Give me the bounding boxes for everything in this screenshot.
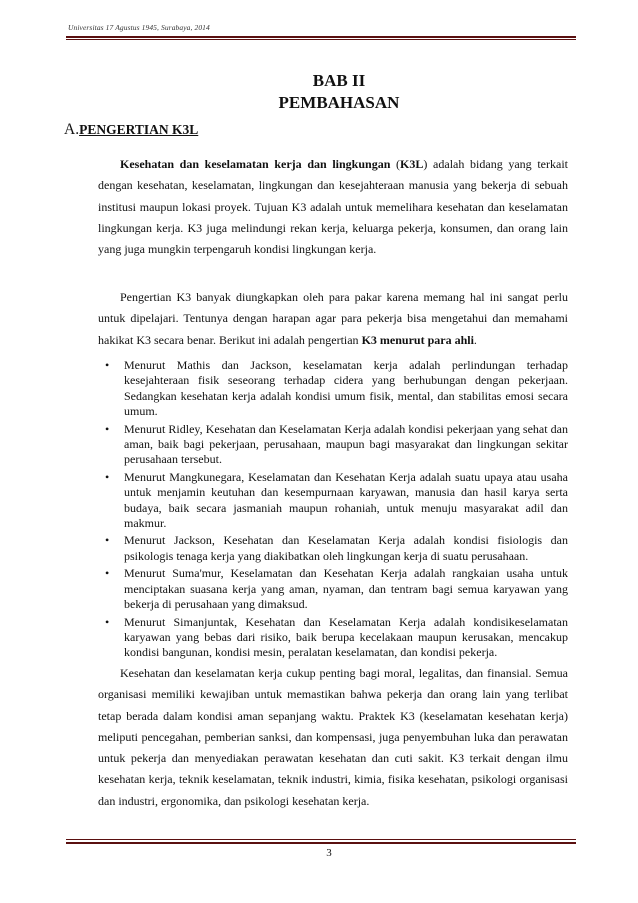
chapter-title: PEMBAHASAN — [278, 93, 400, 112]
bullet-icon: • — [105, 358, 110, 372]
paragraph-experts-intro — [98, 287, 568, 351]
footer-rule-thick — [66, 842, 576, 844]
list-item-text: Menurut Ridley, Kesehatan dan Keselamatan Kerja adalah kondisi pekerjaan yang sehat dan aman, baik bagi pekerjaan, perusahaan, maupun bagi masyarakat dan lingkungan sekitar perusahaan tersebut. — [124, 421, 568, 467]
paragraph-bold-tail: K3 menurut para ahli — [361, 332, 474, 347]
list-item — [98, 422, 568, 468]
section-heading — [64, 121, 198, 139]
list-item-text: Menurut Suma'mur, Keselamatan dan Kesehatan Kerja adalah rangkaian usaha untuk menciptakan suasana kerja yang aman, nyaman, dan tentram bagi semua karyawan yang bekerja di perusahaan yang dimaksud. — [124, 566, 568, 612]
list-item-text: Menurut Simanjuntak, Kesehatan dan Keselamatan Kerja adalah kondisikeselamatan karyawan yang bebas dari risiko, baik berupa kecelakaan maupun kerusakan, mencakup kondisi bangunan, kondisi mesin, peralatan keselamatan, dan kondisi pekerja. — [124, 614, 568, 660]
page-number: 3 — [326, 847, 332, 859]
list-item — [98, 470, 568, 532]
paragraph-text: . — [473, 332, 477, 347]
bullet-icon: • — [105, 469, 110, 484]
bullet-icon: • — [105, 614, 110, 629]
running-header: Universitas 17 Agustus 1945, Surabaya, 2014 — [68, 23, 210, 32]
paragraph-definition — [98, 154, 568, 260]
footer-rule-thin — [66, 839, 576, 840]
chapter-number: BAB II — [312, 71, 366, 90]
bullet-icon: • — [105, 566, 110, 581]
list-item-text: Menurut Mangkunegara, Keselamatan dan Kesehatan Kerja adalah suatu upaya atau usaha untuk menjamin keutuhan dan kesempurnaan karyawan, manusia dan hasil karya serta budaya, baik secara jasmaniah maupun rohaniah, untuk menuju masyarakat adil dan makmur. — [124, 469, 568, 531]
list-item-text: Menurut Jackson, Kesehatan dan Keselamatan Kerja adalah kondisi fisiologis dan psikologis tenaga kerja yang diakibatkan oleh lingkungan kerja di suatu perusahaan. — [124, 533, 568, 563]
list-item-text: Menurut Mathis dan Jackson, keselamatan kerja adalah perlindungan terhadap kesejahteraan fisik seseorang terhadap cidera yang berhubungan dengan pekerjaan. Sedangkan kesehatan kerja adalah kondisi umum fisik, mental, dan stabilitas emosi secara umum. — [124, 358, 568, 419]
paragraph-bold-abbr: K3L — [400, 157, 424, 171]
section-letter: A. — [64, 121, 80, 138]
paragraph-text: Kesehatan dan keselamatan kerja cukup penting bagi moral, legalitas, dan finansial. Semua organisasi memiliki kewajiban untuk memastikan bahwa pekerja dan orang lain yang terlibat tetap berada dalam kondisi aman sepanjang waktu. Praktek K3 (keselamatan kesehatan kerja) meliputi pencegahan, pemberian sanksi, dan kompensasi, juga penyembuhan luka dan perawatan untuk pekerja dan menyediakan perawatan kesehatan dan cuti sakit. K3 terkait dengan ilmu kesehatan kerja, teknik keselamatan, teknik industri, kimia, fisika kesehatan, psikologi organisasi dan industri, ergonomika, dan psikologi kesehatan kerja. — [98, 666, 568, 808]
bullet-icon: • — [105, 533, 110, 548]
paragraph-bold-lead: Kesehatan dan keselamatan kerja dan lingkungan — [120, 157, 391, 171]
header-rule-thick — [66, 36, 576, 38]
bullet-icon: • — [105, 421, 110, 436]
header-rule-thin — [66, 39, 576, 40]
section-title: PENGERTIAN K3L — [79, 122, 199, 137]
list-item — [98, 533, 568, 564]
list-item — [98, 566, 568, 612]
paragraph-text: ) adalah bidang yang terkait dengan kesehatan, keselamatan, lingkungan dan kesejahteraan manusia yang bekerja di sebuah institusi maupun lokasi proyek. Tujuan K3 adalah untuk memelihara kesehatan dan keselamatan lingkungan kerja. K3 juga melindungi rekan kerja, keluarga pekerja, konsumen, dan orang lain yang juga mungkin terpengaruh kondisi lingkungan kerja. — [98, 157, 568, 257]
list-item — [98, 615, 568, 661]
paragraph-importance — [98, 663, 568, 812]
paragraph-text: Pengertian K3 banyak diungkapkan oleh para pakar karena memang hal ini sangat perlu untuk dipelajari. Tentunya dengan harapan agar para pekerja bisa mengetahui dan memahami hakikat K3 secara benar. Berikut ini adalah pengertian — [98, 290, 568, 347]
experts-bullet-list — [98, 358, 568, 663]
paragraph-text: ( — [390, 157, 401, 171]
list-item — [98, 358, 568, 420]
